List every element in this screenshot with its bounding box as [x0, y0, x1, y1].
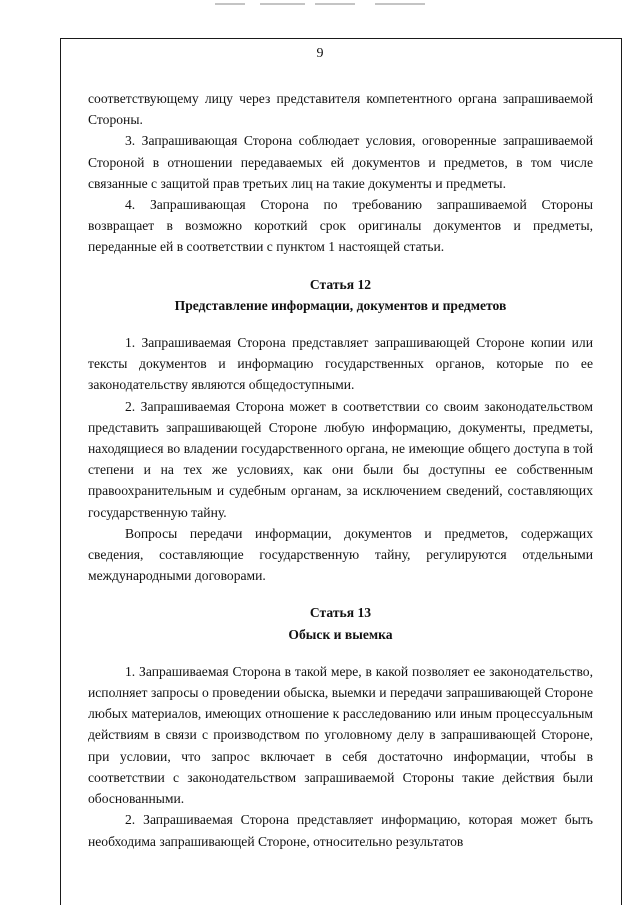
page-number: 9: [316, 46, 324, 61]
article-12-paragraph-3: Вопросы передачи информации, документов и предметов, содержащих сведения, составляющие государственную тайну, регулируются отдельными международными договорами.: [88, 525, 593, 584]
article-12-title: Представление информации, документов и предметов: [174, 297, 507, 313]
scan-artifact-marks: [215, 3, 425, 7]
paragraph-item-3: 3. Запрашивающая Сторона соблюдает условия, оговоренные запрашиваемой Стороной в отношении передаваемых ей документов и предметов, в том числе связанные с защитой прав третьих лиц на такие документы и предметы.: [88, 133, 593, 191]
article-13-paragraph-2: 2. Запрашиваемая Сторона представляет информацию, которая может быть необходима запрашивающей Стороне, относительно результатов: [88, 812, 593, 849]
article-12-paragraph-2: 2. Запрашиваемая Сторона может в соответствии со своим законодательством представить запрашивающей Стороне любую информацию, документы, предметы, находящиеся во владении государственного органа, не имеющие общего доступа в той степени и на тех же условиях, как они были бы доступны ее собственным правоохранительным и судебным органам, за исключением сведений, составляющих государственную тайну.: [88, 398, 593, 520]
paragraph-continuation: соответствующему лицу через представителя компетентного органа запрашиваемой Стороны.: [88, 91, 593, 128]
article-12-number: Статья 12: [309, 276, 372, 292]
article-13-title: Обыск и выемка: [288, 626, 393, 642]
article-12-paragraph-1: 1. Запрашиваемая Сторона представляет запрашивающей Стороне копии или тексты документов и информацию государственных органов, которые по ее законодательству являются общедоступными.: [88, 335, 593, 393]
paragraph-item-4: 4. Запрашивающая Сторона по требованию запрашиваемой Стороны возвращает в возможно короткий срок оригиналы документов и предметы, переданные ей в соответствии с пунктом 1 настоящей статьи.: [88, 197, 593, 255]
article-13-number: Статья 13: [309, 605, 372, 621]
document-body: [88, 88, 593, 852]
article-13-paragraph-1: 1. Запрашиваемая Сторона в такой мере, в какой позволяет ее законодательство, исполняет запросы о проведении обыска, выемки и передачи запрашивающей Стороне любых материалов, имеющих отношение к расследованию или иным процессуальным действиям в связи с производством по уголовному делу в запрашивающей Стороне, при условии, что запрос включает в себя достаточно информации, чтобы в соответствии с законодательством запрашиваемой Стороны такие действия были обоснованными.: [88, 663, 593, 807]
